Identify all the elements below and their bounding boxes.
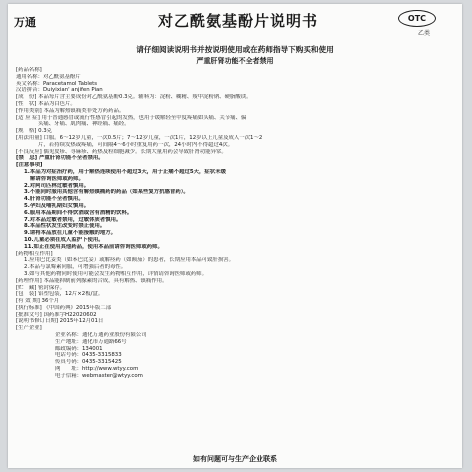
manufacturer-row [30, 352, 456, 359]
note-item: 4.肝肾功能不全者慎用。 [24, 196, 84, 203]
revision-date: [说明书修订日期] 2015年12月01日 [16, 318, 104, 325]
composition: [成 份] 本品每片含主要成份对乙酰氨基酚0.3克。辅料为：淀粉、糊精、羧甲淀粉钠、硬脂酸镁。 [16, 94, 252, 101]
interaction-item: 2.本品与氯霉素同服，可增强后者的毒性。 [24, 264, 127, 271]
document-title: 对乙酰氨基酚片说明书 [157, 12, 318, 30]
manufacturer-label: 传真号码： [55, 359, 82, 366]
contraindications: [禁 忌] 严重肝肾功能不全者禁用。 [16, 155, 104, 162]
dosage-line-2: 片，若持续发热或疼痛，可间隔4～6小时重复用药一次，24小时内不得超过4次。 [38, 141, 234, 148]
note-item: 9.请将本品放在儿童不能接触的地方。 [24, 230, 117, 237]
specification: [规 格] 0.3克 [16, 128, 53, 135]
manufacturer-row [30, 359, 456, 366]
manufacturer-label: 网 址： [55, 366, 82, 373]
manufacturer-value: 0435-3315425 [82, 359, 122, 366]
indication-line-1: [适 应 症] 用于普通感冒或流行性感冒引起的发热，也用于缓解轻至中度疼痛如头痛、关节痛、偏 [16, 114, 247, 121]
note-item: 7.对本品过敏者禁用，过敏体质者慎用。 [24, 216, 122, 223]
brand-logo: 万通 [14, 16, 36, 29]
insert-body [16, 67, 456, 380]
package-insert [8, 4, 462, 468]
manufacturer-value: http://www.wtyy.com [82, 366, 139, 373]
manufacturer-label: 生产地址： [55, 338, 82, 345]
manufacturer-value: 134001 [82, 345, 103, 352]
otc-badge: OTC [398, 10, 436, 27]
manufacturer-value: 0435-3315833 [82, 352, 122, 359]
adverse-reactions: [不良反应] 偶见皮疹、荨麻疹、药热及粒细胞减少。长期大量用药会导致肝肾功能异常。 [16, 148, 227, 155]
note-item: 6.服用本品期间不得饮酒或含有酒精的饮料。 [24, 209, 133, 216]
manufacturer-row [30, 373, 456, 380]
drug-category: [作用类别] 本品为解热镇痛类非处方药药品。 [16, 107, 125, 114]
manufacturer-value: 通化万通药业股份有限公司 [82, 332, 147, 339]
note-item: 1.本品为对症治疗药，用于解热连续使用不超过3天，用于止痛不超过5天，症状未缓 [24, 168, 226, 175]
interaction-item: 3.如与其他药物同时使用可能会发生药物相互作用，详情请咨询医师或药师。 [24, 270, 208, 277]
section-interactions-header: [药物相互作用] [16, 250, 53, 257]
approval-number: [批准文号] 国药准字H22020602 [16, 311, 97, 318]
contact-footer: 如有问题可与生产企业联系 [193, 455, 277, 463]
section-notes-header: [注意事项] [16, 162, 43, 169]
note-item: 10.儿童必须在成人监护下使用。 [24, 236, 104, 243]
manufacturer-row [30, 332, 456, 339]
note-item: 8.本品性状发生改变时禁止使用。 [24, 223, 106, 230]
generic-name: 通用名称：对乙酰氨基酚片 [16, 73, 81, 80]
pinyin-name: 汉语拼音：Duiyixian' anjifen Pian [16, 87, 103, 94]
storage: [贮 藏] 密封保存。 [16, 284, 66, 291]
manufacturer-label: 企业名称： [55, 332, 82, 339]
note-item: 2.对阿司匹林过敏者慎用。 [24, 182, 90, 189]
interaction-item: 1.应用巴比妥类（如苯巴比妥）或解痉药（如颠茄）的患者，长期应用本品可致肝损害。 [24, 257, 234, 264]
note-item: 3.不能同时服用其他含有解热镇痛药的药品（如某些复方抗感冒药）。 [24, 189, 189, 196]
appearance: [性 状] 本品为白色片。 [16, 100, 76, 107]
dosage-line-1: [用法用量] 口服。6～12岁儿童，一次0.5片；7～12岁儿童，一次1片，12岁以上儿童及成人一次1～2 [16, 134, 263, 141]
english-name: 英文名称：Paracetamol Tablets [16, 80, 98, 87]
note-item: 解请咨询医师或药师。 [30, 175, 84, 182]
manufacturer-value: webmaster@wtyy.com [82, 372, 143, 379]
standard: [执行标准] 《中国药典》2015年版二部 [16, 304, 112, 311]
note-item: 5.孕妇及哺乳期妇女慎用。 [24, 202, 90, 209]
section-manufacturer-header: [生产企业] [16, 325, 42, 332]
manufacturer-label: 电子信箱： [55, 372, 82, 379]
manufacturer-value: 通化市万通路66号 [82, 338, 127, 345]
note-item: 11.如正在使用其他药品，使用本品前请咨询医师或药师。 [24, 243, 163, 250]
section-drug-name-header: [药品名称] [16, 67, 42, 73]
manufacturer-row [30, 346, 456, 353]
otc-class-label: 乙类 [417, 30, 430, 37]
package: [包 装] 铝塑包装，12片×2板/盒。 [16, 291, 104, 298]
usage-notice: 请仔细阅读说明书并按说明使用或在药师指导下购买和使用 [136, 45, 334, 54]
manufacturer-label: 邮政编码： [55, 345, 82, 352]
manufacturer-block [16, 332, 456, 380]
pharmacology: [药理作用] 本品能抑制前列腺素的合成，具有解热、镇痛作用。 [16, 277, 168, 284]
contraindication-warning: 严重肝肾功能不全者禁用 [196, 57, 274, 65]
manufacturer-label: 电话号码： [55, 352, 82, 359]
manufacturer-row [30, 339, 456, 346]
manufacturer-row [30, 366, 456, 373]
validity: [有 效 期] 36个月 [16, 298, 60, 305]
indication-line-2: 头痛、牙痛、肌肉痛、神经痛、痛经。 [38, 121, 130, 128]
